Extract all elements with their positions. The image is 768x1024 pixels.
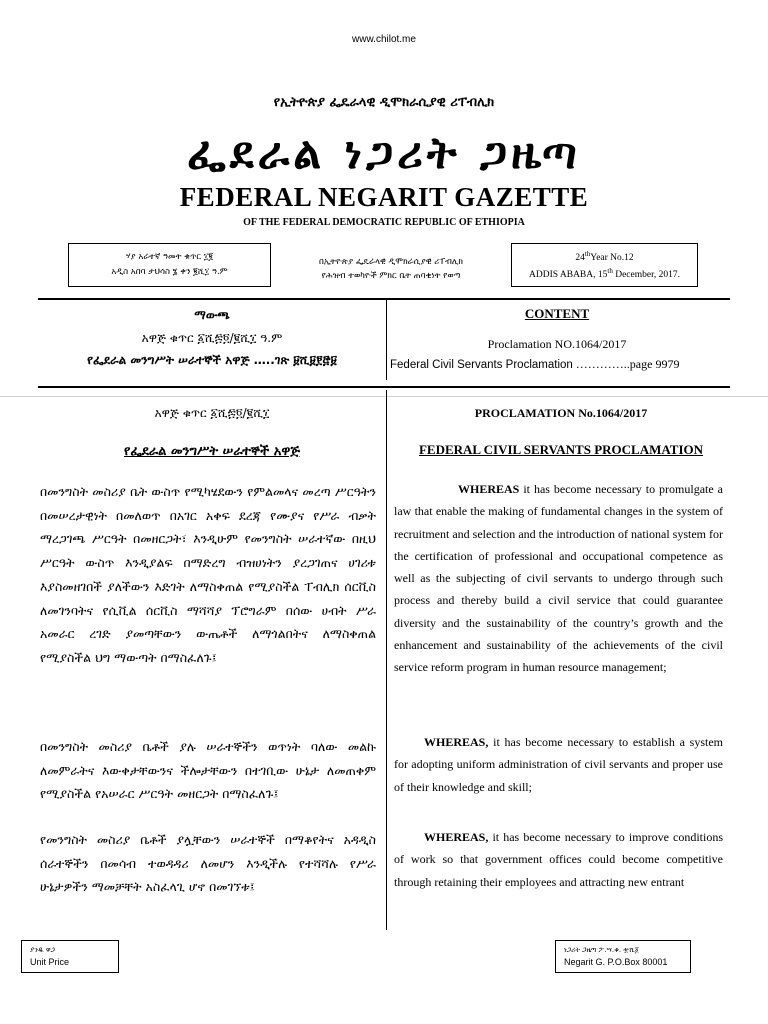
english-paragraph-3: WHEREAS, it has become necessary to improve conditions of work so that government offices could become competitive through retaining their employees and attracting new entrant bbox=[394, 830, 723, 889]
unit-price-box bbox=[21, 940, 119, 973]
publisher-statement bbox=[276, 255, 506, 283]
issue-year-english: 24thYear No.12 bbox=[575, 250, 634, 264]
toc-proclamation-amharic: አዋጅ ቁጥር ፩ሺ፷፬/፪ሺ፲ ዓ.ም bbox=[141, 331, 283, 345]
amharic-proclamation-number: አዋጅ ቁጥር ፩ሺ፷፬/፪ሺ፲ bbox=[154, 406, 270, 420]
toc-heading-amharic: ማውጫ bbox=[194, 308, 230, 322]
issue-info-english-box bbox=[511, 243, 698, 287]
column-divider bbox=[386, 390, 387, 930]
header-rule bbox=[38, 298, 730, 300]
issue-year-amharic: ሃያ አራተኛ ዓመት ቁጥር ፲፪ bbox=[125, 252, 214, 262]
issue-info-amharic-box bbox=[68, 243, 271, 287]
unit-price-label: Unit Price bbox=[30, 957, 70, 967]
unit-price-amharic: ያንዱ ዋጋ bbox=[30, 946, 55, 954]
toc-proclamation-english: Proclamation NO.1064/2017 bbox=[487, 337, 627, 351]
english-paragraph-1: WHEREAS it has become necessary to promulgate a law that enable the making of fundamental changes in the system of recruitment and selection and the introduction of national system for the certification of professional and occupational competence as well as the subjecting of civil servants to undergo through such process and thereby build a civil service that could guarantee diversity and the sustainability of the country’s growth and the enhancement and sustainability of the achievements of the civil service reform program in human resource management; bbox=[394, 482, 723, 675]
english-gazette-title: FEDERAL NEGARIT GAZETTE bbox=[179, 182, 589, 212]
english-paragraph-2: WHEREAS, it has become necessary to establish a system for adopting uniform administration of civil servants and proper use of their knowledge and skill; bbox=[394, 735, 723, 794]
po-box-label: Negarit G. P.O.Box 80001 bbox=[564, 957, 668, 967]
publisher-line-1: በኢትዮጵያ ፌዴራላዊ ዲሞክራሲያዊ ሪፐብሊክ bbox=[318, 257, 464, 267]
po-box-amharic: ነጋሪት ጋዜጣ ፖ.ሣ.ቁ. ፹ሺ፩ bbox=[564, 946, 640, 954]
po-box-box bbox=[555, 940, 691, 973]
english-subtitle: OF THE FEDERAL DEMOCRATIC REPUBLIC OF ETHIOPIA bbox=[243, 217, 525, 228]
english-proclamation-number: PROCLAMATION No.1064/2017 bbox=[474, 406, 648, 420]
issue-date-amharic: አዲስ አበባ ታህሳስ ፮ ቀን ፪ሺ፲ ዓ.ም bbox=[111, 267, 228, 277]
issue-date-english: ADDIS ABABA, 15th December, 2017. bbox=[529, 267, 680, 281]
toc-heading-english: CONTENT bbox=[524, 306, 590, 321]
toc-entry-amharic: የፌደራል መንግሥት ሠራተኞች አዋጅ …..ገጽ ፱ሺ፱፻፸፱ bbox=[87, 353, 337, 367]
amharic-paragraph-3: የመንግስት መስሪያ ቤቶች ያሏቸውን ሠራተኞች በማቆየትና አዳዲስ ሰራተኞችን በመሳብ ተወዳዳሪ ለመሆን እንዲችሉ የተሻሻሉ የሥራ ሁኔታዎችን ማመቻቸት አስፈላጊ ሆኖ በመገኘቱ፤ bbox=[40, 832, 376, 895]
toc-divider bbox=[386, 300, 387, 380]
amharic-paragraph-1: በመንግስት መስሪያ ቤት ውስጥ የሚካሄደውን የምልመላና መረጣ ሥርዓትን በመሠረታዊነት በመለወጥ በአገር አቀፍ ደረጃ የሙያና የሥራ ብቃት ማረጋገጫ ሥርዓት በመዘርጋት፣ እንዲሁም የመንግስት ሠራተኛው በዚህ ሥርዓት ውስጥ እንዲያልፍ በማድረግ ብዝሀነትን ያረጋገጠና ሀገሪቱ እያስመዘገበች ያለችውን እድገት ለማስቀጠል የሚያስችል ፐብሊክ ሰርቪስ ለመገንባትና የሲቪል ሰርቪስ ማሻሻያ ፕሮግራም በሰው ሀብት ሥራ አመራር ረገድ ያመጣቸውን ውጤቶች ለማጎልበትና ለማስቀጠል የሚያስችል ህግ ማውጣት በማስፈለጉ፤ bbox=[40, 484, 376, 665]
amharic-paragraph-2: በመንግስት መስሪያ ቤቶች ያሉ ሠራተኞችን ወጥነት ባለው መልኩ ለመምራትና እውቀታቸውንና ችሎታቸውን በተገቢው ሁኔታ ለመጠቀም የሚያስችል የአሠራር ሥርዓት መዘርጋት በማስፈለጉ፤ bbox=[40, 739, 376, 802]
amharic-republic-heading: የኢትዮጵያ ፌዴራላዊ ዲሞክራሲያዊ ሪፐብሊክ bbox=[273, 95, 495, 110]
amharic-gazette-title: ፌደራል ነጋሪት ጋዜጣ bbox=[187, 128, 581, 179]
scan-edge-line bbox=[0, 396, 768, 397]
website-url: www.chilot.me bbox=[352, 34, 416, 45]
toc-entry-english: Federal Civil Servants Proclamation …………..page 9979 bbox=[390, 357, 680, 371]
content-rule bbox=[38, 386, 730, 388]
english-proclamation-title: FEDERAL CIVIL SERVANTS PROCLAMATION bbox=[418, 442, 704, 457]
amharic-proclamation-title: የፌደራል መንግሥት ሠራተኞች አዋጅ bbox=[124, 444, 300, 459]
publisher-line-2: የሕዝብ ተወካዮች ምክር ቤት ጠባቂነት የወጣ bbox=[321, 271, 461, 281]
